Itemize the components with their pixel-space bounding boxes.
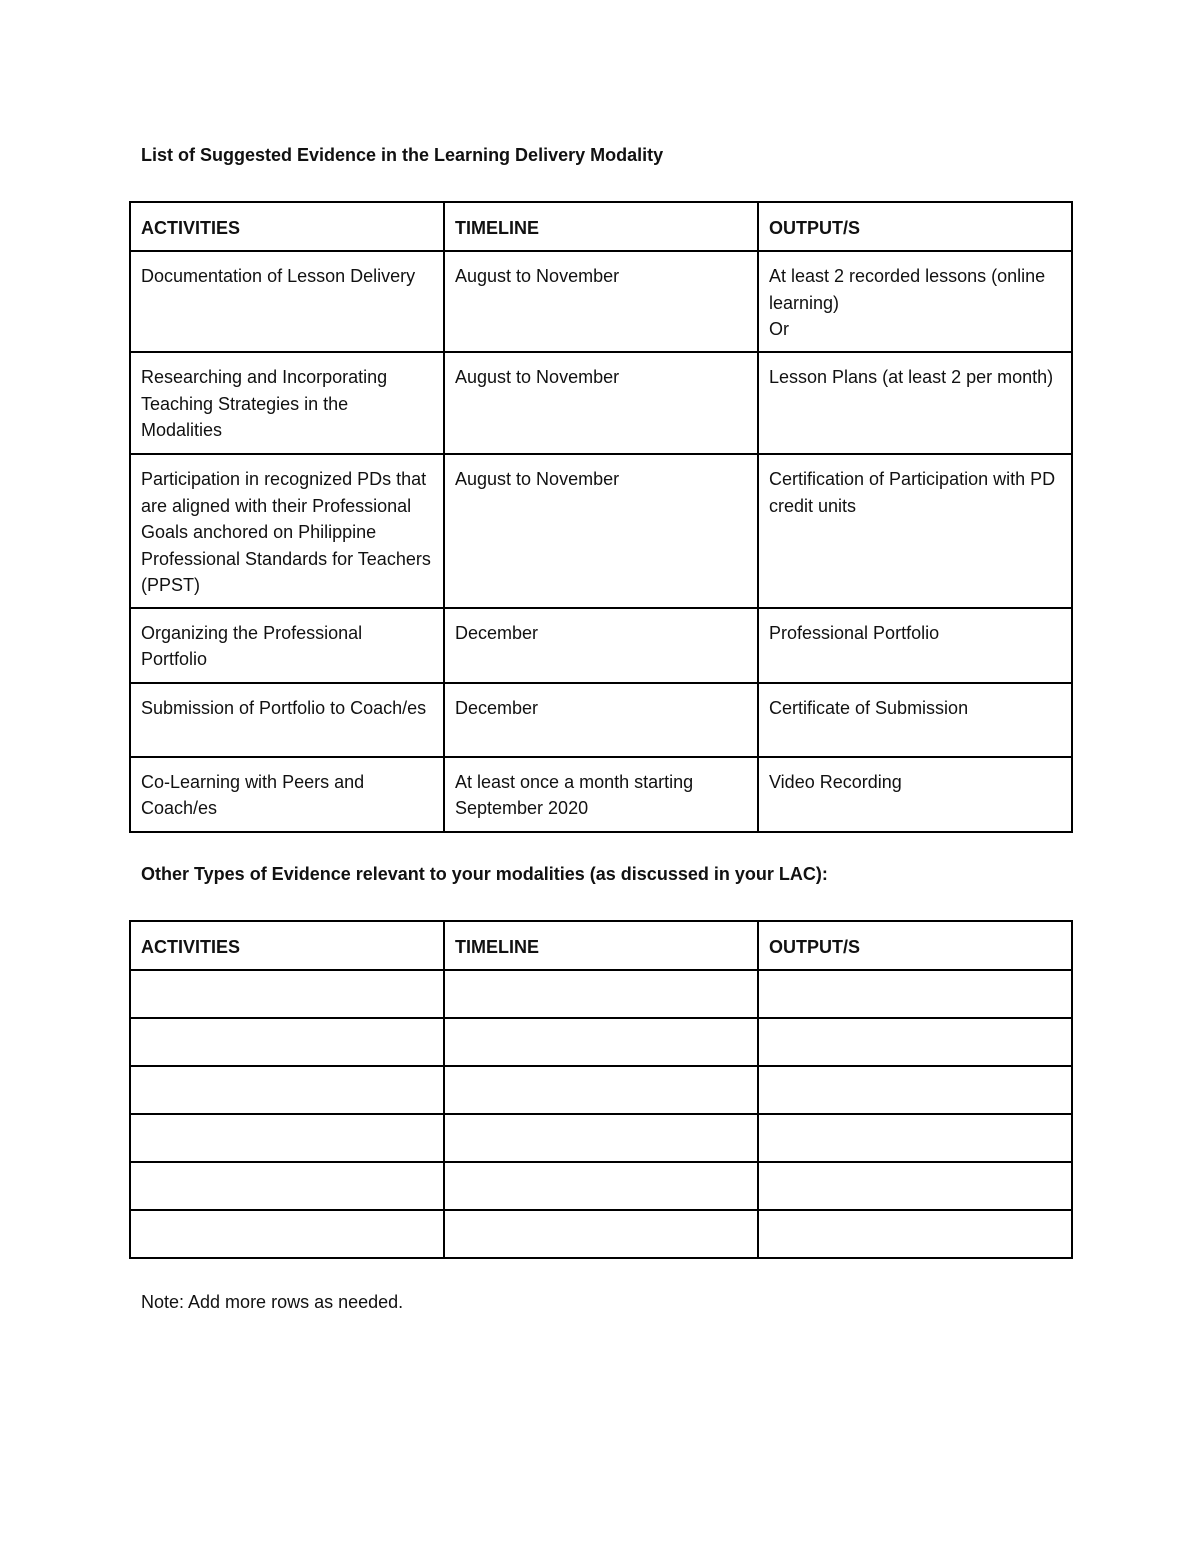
timeline-cell: August to November bbox=[444, 251, 758, 352]
activity-cell: Co-Learning with Peers and Coach/es bbox=[130, 757, 444, 832]
empty-activity-cell bbox=[130, 1114, 444, 1162]
output-line: Or bbox=[769, 319, 789, 339]
output-cell bbox=[758, 251, 1072, 352]
header-outputs: OUTPUT/S bbox=[758, 921, 1072, 970]
other-evidence-heading: Other Types of Evidence relevant to your modalities (as discussed in your LAC): bbox=[141, 864, 828, 884]
output-cell bbox=[758, 454, 1072, 608]
output-line: Certification of Participation with PD credit units bbox=[769, 469, 1056, 516]
output-cell bbox=[758, 352, 1072, 454]
empty-output-cell bbox=[758, 1066, 1072, 1114]
empty-table-row bbox=[130, 970, 1072, 1018]
activity-cell: Documentation of Lesson Delivery bbox=[130, 251, 444, 352]
empty-timeline-cell bbox=[444, 1066, 758, 1114]
activity-cell: Participation in recognized PDs that are aligned with their Professional Goals anchored on Philippine Professional Standards for Teachers (PPST) bbox=[130, 454, 444, 608]
output-line: At least 2 recorded lessons (online learning) bbox=[769, 266, 1046, 313]
suggested-evidence-table bbox=[129, 201, 1073, 833]
empty-output-cell bbox=[758, 970, 1072, 1018]
table-header-row bbox=[130, 202, 1072, 251]
header-activities: ACTIVITIES bbox=[130, 921, 444, 970]
output-cell bbox=[758, 608, 1072, 683]
table-row bbox=[130, 608, 1072, 683]
header-timeline: TIMELINE bbox=[444, 921, 758, 970]
timeline-cell: December bbox=[444, 683, 758, 757]
activity-cell: Submission of Portfolio to Coach/es bbox=[130, 683, 444, 757]
empty-timeline-cell bbox=[444, 1162, 758, 1210]
table-row bbox=[130, 683, 1072, 757]
table-row bbox=[130, 757, 1072, 832]
other-evidence-table bbox=[129, 920, 1073, 1259]
empty-timeline-cell bbox=[444, 1114, 758, 1162]
empty-table-row bbox=[130, 1210, 1072, 1258]
empty-output-cell bbox=[758, 1210, 1072, 1258]
header-outputs: OUTPUT/S bbox=[758, 202, 1072, 251]
empty-activity-cell bbox=[130, 1162, 444, 1210]
output-line: Video Recording bbox=[769, 771, 902, 792]
output-cell bbox=[758, 757, 1072, 832]
empty-output-cell bbox=[758, 1162, 1072, 1210]
empty-activity-cell bbox=[130, 1210, 444, 1258]
empty-timeline-cell bbox=[444, 970, 758, 1018]
timeline-cell: August to November bbox=[444, 454, 758, 608]
empty-timeline-cell bbox=[444, 1210, 758, 1258]
table-header-row bbox=[130, 921, 1072, 970]
output-cell bbox=[758, 683, 1072, 757]
document-title: List of Suggested Evidence in the Learning Delivery Modality bbox=[141, 145, 664, 165]
timeline-cell: At least once a month starting September 2020 bbox=[444, 757, 758, 832]
empty-activity-cell bbox=[130, 970, 444, 1018]
empty-table-row bbox=[130, 1018, 1072, 1066]
empty-timeline-cell bbox=[444, 1018, 758, 1066]
empty-table-row bbox=[130, 1114, 1072, 1162]
output-line: Lesson Plans (at least 2 per month) bbox=[769, 367, 1054, 387]
empty-table-row bbox=[130, 1066, 1072, 1114]
empty-output-cell bbox=[758, 1018, 1072, 1066]
empty-activity-cell bbox=[130, 1066, 444, 1114]
header-timeline: TIMELINE bbox=[444, 202, 758, 251]
output-line: Certificate of Submission bbox=[769, 697, 969, 718]
table-row bbox=[130, 251, 1072, 352]
empty-table-row bbox=[130, 1162, 1072, 1210]
empty-output-cell bbox=[758, 1114, 1072, 1162]
table-row bbox=[130, 352, 1072, 454]
empty-activity-cell bbox=[130, 1018, 444, 1066]
activity-cell: Researching and Incorporating Teaching Strategies in the Modalities bbox=[130, 352, 444, 454]
empty-rows-body bbox=[130, 970, 1072, 1258]
activity-cell: Organizing the Professional Portfolio bbox=[130, 608, 444, 683]
note-text: Note: Add more rows as needed. bbox=[141, 1292, 404, 1312]
output-line: Professional Portfolio bbox=[769, 622, 940, 643]
header-activities: ACTIVITIES bbox=[130, 202, 444, 251]
timeline-cell: August to November bbox=[444, 352, 758, 454]
table-row bbox=[130, 454, 1072, 608]
timeline-cell: December bbox=[444, 608, 758, 683]
